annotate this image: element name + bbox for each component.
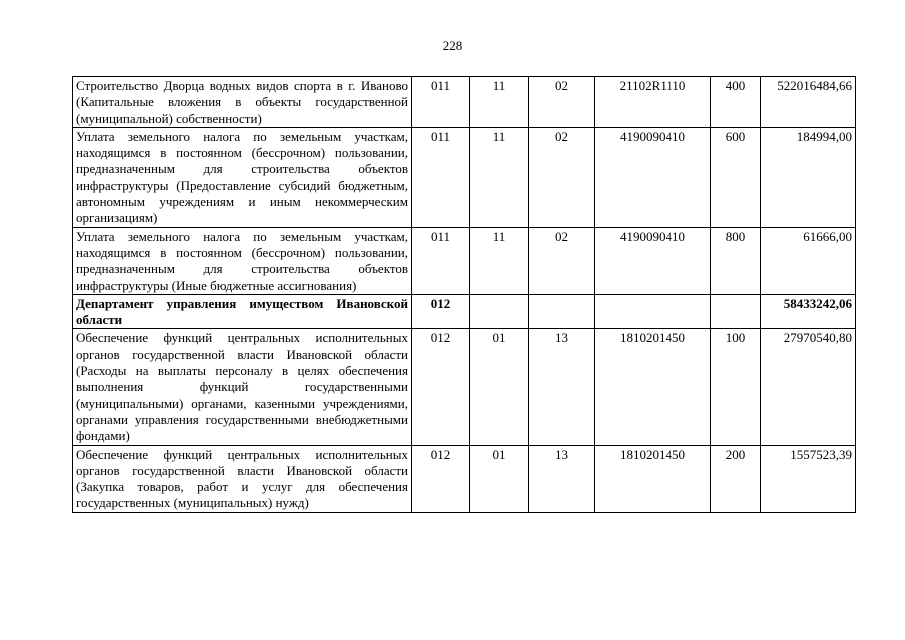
row-section: 11	[470, 77, 529, 128]
row-article: 21102R1110	[595, 77, 711, 128]
row-name: Строительство Дворца водных видов спорта в г. Иваново (Капитальные вложения в объекты государственной (муниципальной) собственности)	[73, 77, 412, 128]
row-sum: 27970540,80	[761, 329, 856, 445]
row-gr-code: 011	[412, 77, 470, 128]
row-subsection: 02	[529, 77, 595, 128]
row-gr-code: 011	[412, 227, 470, 294]
row-gr-code: 011	[412, 127, 470, 227]
row-name: Уплата земельного налога по земельным участкам, находящимся в постоянном (бессрочном) пользовании, предназначенным для строительства объектов инфраструктуры (Иные бюджетные ассигнования)	[73, 227, 412, 294]
table-row	[73, 77, 856, 128]
row-subsection: 13	[529, 329, 595, 445]
row-expense-type: 100	[711, 329, 761, 445]
row-gr-code: 012	[412, 294, 470, 329]
row-name: Обеспечение функций центральных исполнительных органов государственной власти Ивановской области (Расходы на выплаты персоналу в целях обеспечения выполнения функций государственными (муниципальными) органами, казенными учреждениями, органами управления государственными внебюджетными фондами)	[73, 329, 412, 445]
row-article: 4190090410	[595, 227, 711, 294]
row-subsection	[529, 294, 595, 329]
row-subsection: 02	[529, 227, 595, 294]
table-row	[73, 127, 856, 227]
table-row	[73, 329, 856, 445]
row-article	[595, 294, 711, 329]
row-section: 11	[470, 227, 529, 294]
row-name: Департамент управления имуществом Ивановской области	[73, 294, 412, 329]
row-sum: 1557523,39	[761, 445, 856, 512]
row-article: 1810201450	[595, 329, 711, 445]
budget-table-body	[73, 77, 856, 513]
row-expense-type: 800	[711, 227, 761, 294]
row-section: 01	[470, 445, 529, 512]
table-row	[73, 227, 856, 294]
row-article: 4190090410	[595, 127, 711, 227]
row-name: Уплата земельного налога по земельным участкам, находящимся в постоянном (бессрочном) пользовании, предназначенным для строительства объектов инфраструктуры (Предоставление субсидий бюджетным, автономным учреждениям и иным некоммерческим организациям)	[73, 127, 412, 227]
row-subsection: 13	[529, 445, 595, 512]
row-gr-code: 012	[412, 329, 470, 445]
row-gr-code: 012	[412, 445, 470, 512]
row-subsection: 02	[529, 127, 595, 227]
row-sum: 184994,00	[761, 127, 856, 227]
row-section: 01	[470, 329, 529, 445]
row-expense-type	[711, 294, 761, 329]
row-article: 1810201450	[595, 445, 711, 512]
row-sum: 61666,00	[761, 227, 856, 294]
row-expense-type: 200	[711, 445, 761, 512]
row-section	[470, 294, 529, 329]
page-number: 228	[442, 38, 463, 53]
row-expense-type: 400	[711, 77, 761, 128]
row-section: 11	[470, 127, 529, 227]
row-sum: 58433242,06	[761, 294, 856, 329]
row-expense-type: 600	[711, 127, 761, 227]
table-row	[73, 445, 856, 512]
row-sum: 522016484,66	[761, 77, 856, 128]
row-name: Обеспечение функций центральных исполнительных органов государственной власти Ивановской области (Закупка товаров, работ и услуг для обеспечения государственных (муниципальных) нужд)	[73, 445, 412, 512]
table-row-department	[73, 294, 856, 329]
budget-table	[72, 76, 856, 513]
